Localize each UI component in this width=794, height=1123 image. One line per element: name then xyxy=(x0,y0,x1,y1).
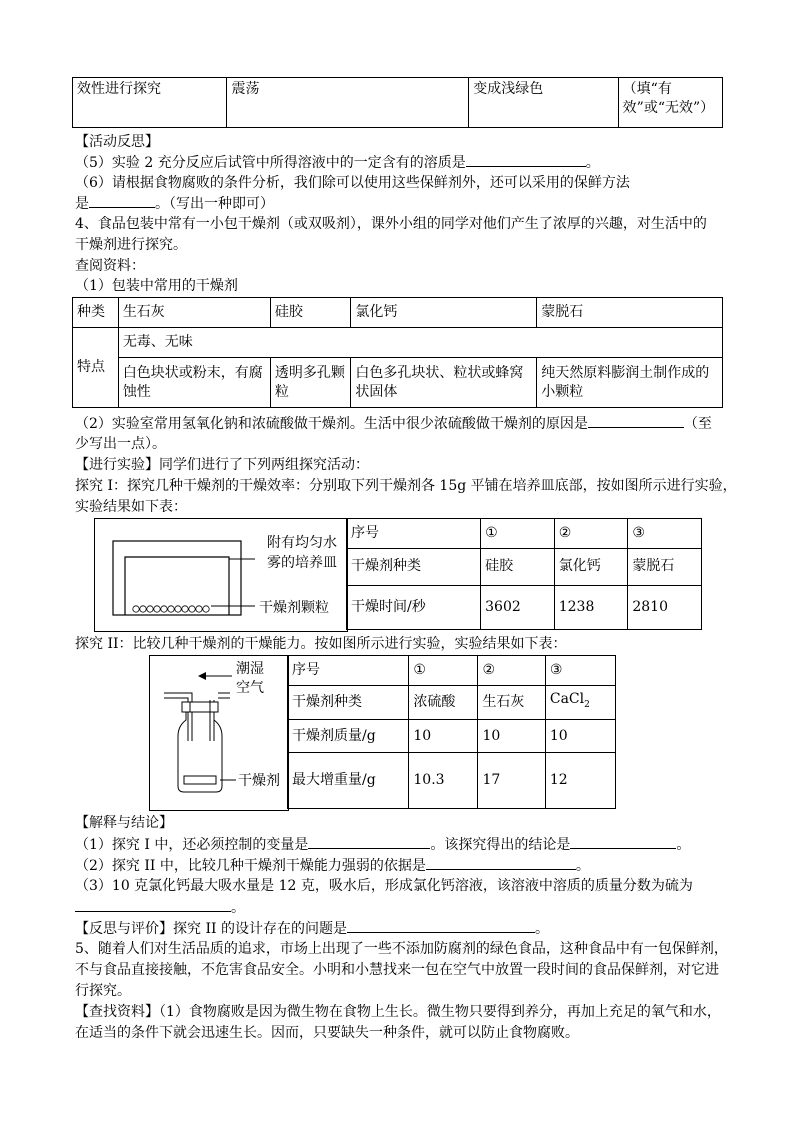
top-cell-3: 变成浅绿色 xyxy=(469,78,618,128)
evaluation xyxy=(75,918,549,939)
c3-b: 。 xyxy=(231,900,245,916)
t2-r1-c0: 干燥剂种类 xyxy=(288,686,409,720)
t2-r0-c3: ③ xyxy=(545,656,615,686)
lookup-1: （1）包装中常用的干燥剂 xyxy=(75,278,238,294)
t2-r2-c3: 10 xyxy=(545,720,615,752)
t2-r0-c2: ② xyxy=(478,656,545,686)
question-6-cont xyxy=(75,193,274,214)
q6-b: 是 xyxy=(75,196,89,212)
feature-label: 特点 xyxy=(73,328,119,408)
desiccant-header-2: 硅胶 xyxy=(270,298,351,328)
question-6: （6）请根据食物腐败的条件分析，我们除可以使用这些保鲜剂外，还可以采用的保鲜方法 xyxy=(75,175,630,191)
top-cell-2: 震荡 xyxy=(227,78,469,128)
answer-blank[interactable] xyxy=(466,152,586,167)
t2-r3-c3: 12 xyxy=(545,752,615,808)
t2-r3-c2: 17 xyxy=(478,752,545,808)
q6-c: 。（写出一种即可） xyxy=(155,196,274,212)
t2-r3-c1: 10.3 xyxy=(409,752,478,808)
desiccant-header-3: 氯化钙 xyxy=(351,298,537,328)
feature-detail-3: 纯天然原料膨润土制作成的小颗粒 xyxy=(537,358,723,408)
t1-r2-c3: 2810 xyxy=(628,585,702,629)
cacl-subscript: 2 xyxy=(584,700,590,711)
t1-r2-c2: 1238 xyxy=(554,585,628,629)
t1-r1-c3: 蒙脱石 xyxy=(628,549,702,585)
c2-a: （2）探究 II 中，比较几种干燥剂干燥能力强弱的依据是 xyxy=(75,858,426,874)
question-5 xyxy=(75,152,600,173)
lookup-2 xyxy=(75,413,712,434)
t1-r0-c1: ① xyxy=(481,519,555,549)
top-cell-4: （填“有效”或“无效”） xyxy=(618,78,722,128)
lookup-2-a: （2）实验室常用氢氧化钠和浓硫酸做干燥剂。生活中很少浓硫酸做干燥剂的原因是 xyxy=(75,416,588,432)
section-reflection: 【活动反思】 xyxy=(75,134,159,150)
t1-r1-c0: 干燥剂种类 xyxy=(347,549,481,585)
t2-r2-c1: 10 xyxy=(409,720,478,752)
fig1-label-top: 附有均匀水雾的培养皿 xyxy=(267,535,337,571)
t1-r1-c2: 氯化钙 xyxy=(554,549,628,585)
feature-detail-0: 白色块状或粉末，有腐蚀性 xyxy=(118,358,270,408)
desiccant-header-1: 生石灰 xyxy=(118,298,270,328)
conclusion-1 xyxy=(75,834,690,855)
p4-line2: 干燥剂进行探究。 xyxy=(75,237,187,253)
t2-r3-c0: 最大增重量/g xyxy=(288,752,409,808)
conclusion-3-cont xyxy=(75,897,245,918)
cacl-text: CaCl xyxy=(549,691,585,708)
fig1-label-bottom: 干燥剂颗粒 xyxy=(259,600,329,616)
t2-r2-c2: 10 xyxy=(478,720,545,752)
c1-b: 。该探究得出的结论是 xyxy=(430,837,571,853)
exp1-line2: 实验结果如下表： xyxy=(75,499,187,515)
t1-r2-c1: 3602 xyxy=(481,585,555,629)
answer-blank[interactable] xyxy=(426,855,576,870)
find-line2: 在适当的条件下就会迅速生长。因而，只要缺失一种条件，就可以防止食物腐败。 xyxy=(75,1025,579,1041)
fig2-label-desiccant: 干燥剂 xyxy=(238,773,280,789)
c1-a: （1）探究 I 中，还必须控制的变量是 xyxy=(75,837,309,853)
fig2-label-air: 潮湿空气 xyxy=(236,661,264,696)
exp1-line1: 探究 I：探究几种干燥剂的干燥效率：分别取下列干燥剂各 15g 平铺在培养皿底部，按如图所示进行实验， xyxy=(75,478,737,494)
lookup-2-cont: 少写出一点）。 xyxy=(75,436,166,452)
answer-blank[interactable] xyxy=(347,918,535,933)
t2-r1-c2: 生石灰 xyxy=(478,686,545,720)
answer-blank[interactable] xyxy=(89,193,155,208)
q5-text: （5）实验 2 充分反应后试管中所得溶液中的一定含有的溶质是 xyxy=(75,155,466,171)
lookup-heading: 查阅资料： xyxy=(75,258,145,274)
eval-a: 【反思与评价】探究 II 的设计存在的问题是 xyxy=(75,921,347,937)
feature-detail-1: 透明多孔颗粒 xyxy=(270,358,351,408)
exp2-line: 探究 II：比较几种干燥剂的干燥能力。按如图所示进行实验，实验结果如下表： xyxy=(75,636,567,652)
find-line1: 【查找资料】（1）食物腐败是因为微生物在食物上生长。微生物只要得到养分，再加上充足的氧气和水， xyxy=(75,1004,721,1020)
t2-r0-c0: 序号 xyxy=(288,656,409,686)
p5-line2: 不与食品直接接触，不危害食品安全。小明和小慧找来一包在空气中放置一段时间的食品保鲜剂，对它进 xyxy=(75,962,719,978)
lookup-2-b: （至 xyxy=(683,416,712,432)
feature-common: 无毒、无味 xyxy=(118,328,722,358)
answer-blank[interactable] xyxy=(75,897,231,912)
t2-r1-c1: 浓硫酸 xyxy=(409,686,478,720)
t1-r0-c2: ② xyxy=(554,519,628,549)
answer-blank[interactable] xyxy=(570,834,676,849)
t2-r0-c1: ① xyxy=(409,656,478,686)
p5-line3: 行探究。 xyxy=(75,983,131,999)
feature-detail-2: 白色多孔块状、粒状或蜂窝状固体 xyxy=(351,358,537,408)
p5-line1: 5、随着人们对生活品质的追求，市场上出现了一些不添加防腐剂的绿色食品，这种食品中有一包保鲜剂， xyxy=(75,941,728,957)
t1-r0-c3: ③ xyxy=(628,519,702,549)
top-cell-1: 效性进行探究 xyxy=(73,78,227,128)
desiccant-header-0: 种类 xyxy=(73,298,119,328)
conclusion-3: （3）10 克氯化钙最大吸水量是 12 克，吸水后，形成氯化钙溶液，该溶液中溶质的质量分数为硫为 xyxy=(75,878,693,894)
desiccant-header-4: 蒙脱石 xyxy=(537,298,723,328)
desiccant-table xyxy=(72,297,723,408)
figure-1 xyxy=(94,518,348,632)
t1-r2-c0: 干燥时间/秒 xyxy=(347,585,481,629)
t1-r1-c1: 硅胶 xyxy=(481,549,555,585)
eval-b: 。 xyxy=(534,921,549,937)
q5-end: 。 xyxy=(585,155,600,171)
figure-2 xyxy=(149,655,289,811)
t2-r2-c0: 干燥剂质量/g xyxy=(288,720,409,752)
experiment-heading: 【进行实验】同学们进行了下列两组探究活动： xyxy=(75,457,369,473)
answer-blank[interactable] xyxy=(308,834,430,849)
top-table xyxy=(72,77,723,128)
answer-blank[interactable] xyxy=(588,413,684,428)
experiment-1-table xyxy=(346,518,702,630)
p4-line1: 4、食品包装中常有一小包干燥剂（或双吸剂），课外小组的同学对他们产生了浓厚的兴趣，对生活中的 xyxy=(75,216,707,232)
t1-r0-c0: 序号 xyxy=(347,519,481,549)
experiment-2-table xyxy=(287,655,616,809)
c1-c: 。 xyxy=(676,837,691,853)
conclusion-2 xyxy=(75,855,590,876)
t2-r1-c3 xyxy=(545,686,615,720)
c2-b: 。 xyxy=(575,858,590,874)
conclusion-heading: 【解释与结论】 xyxy=(75,815,173,831)
